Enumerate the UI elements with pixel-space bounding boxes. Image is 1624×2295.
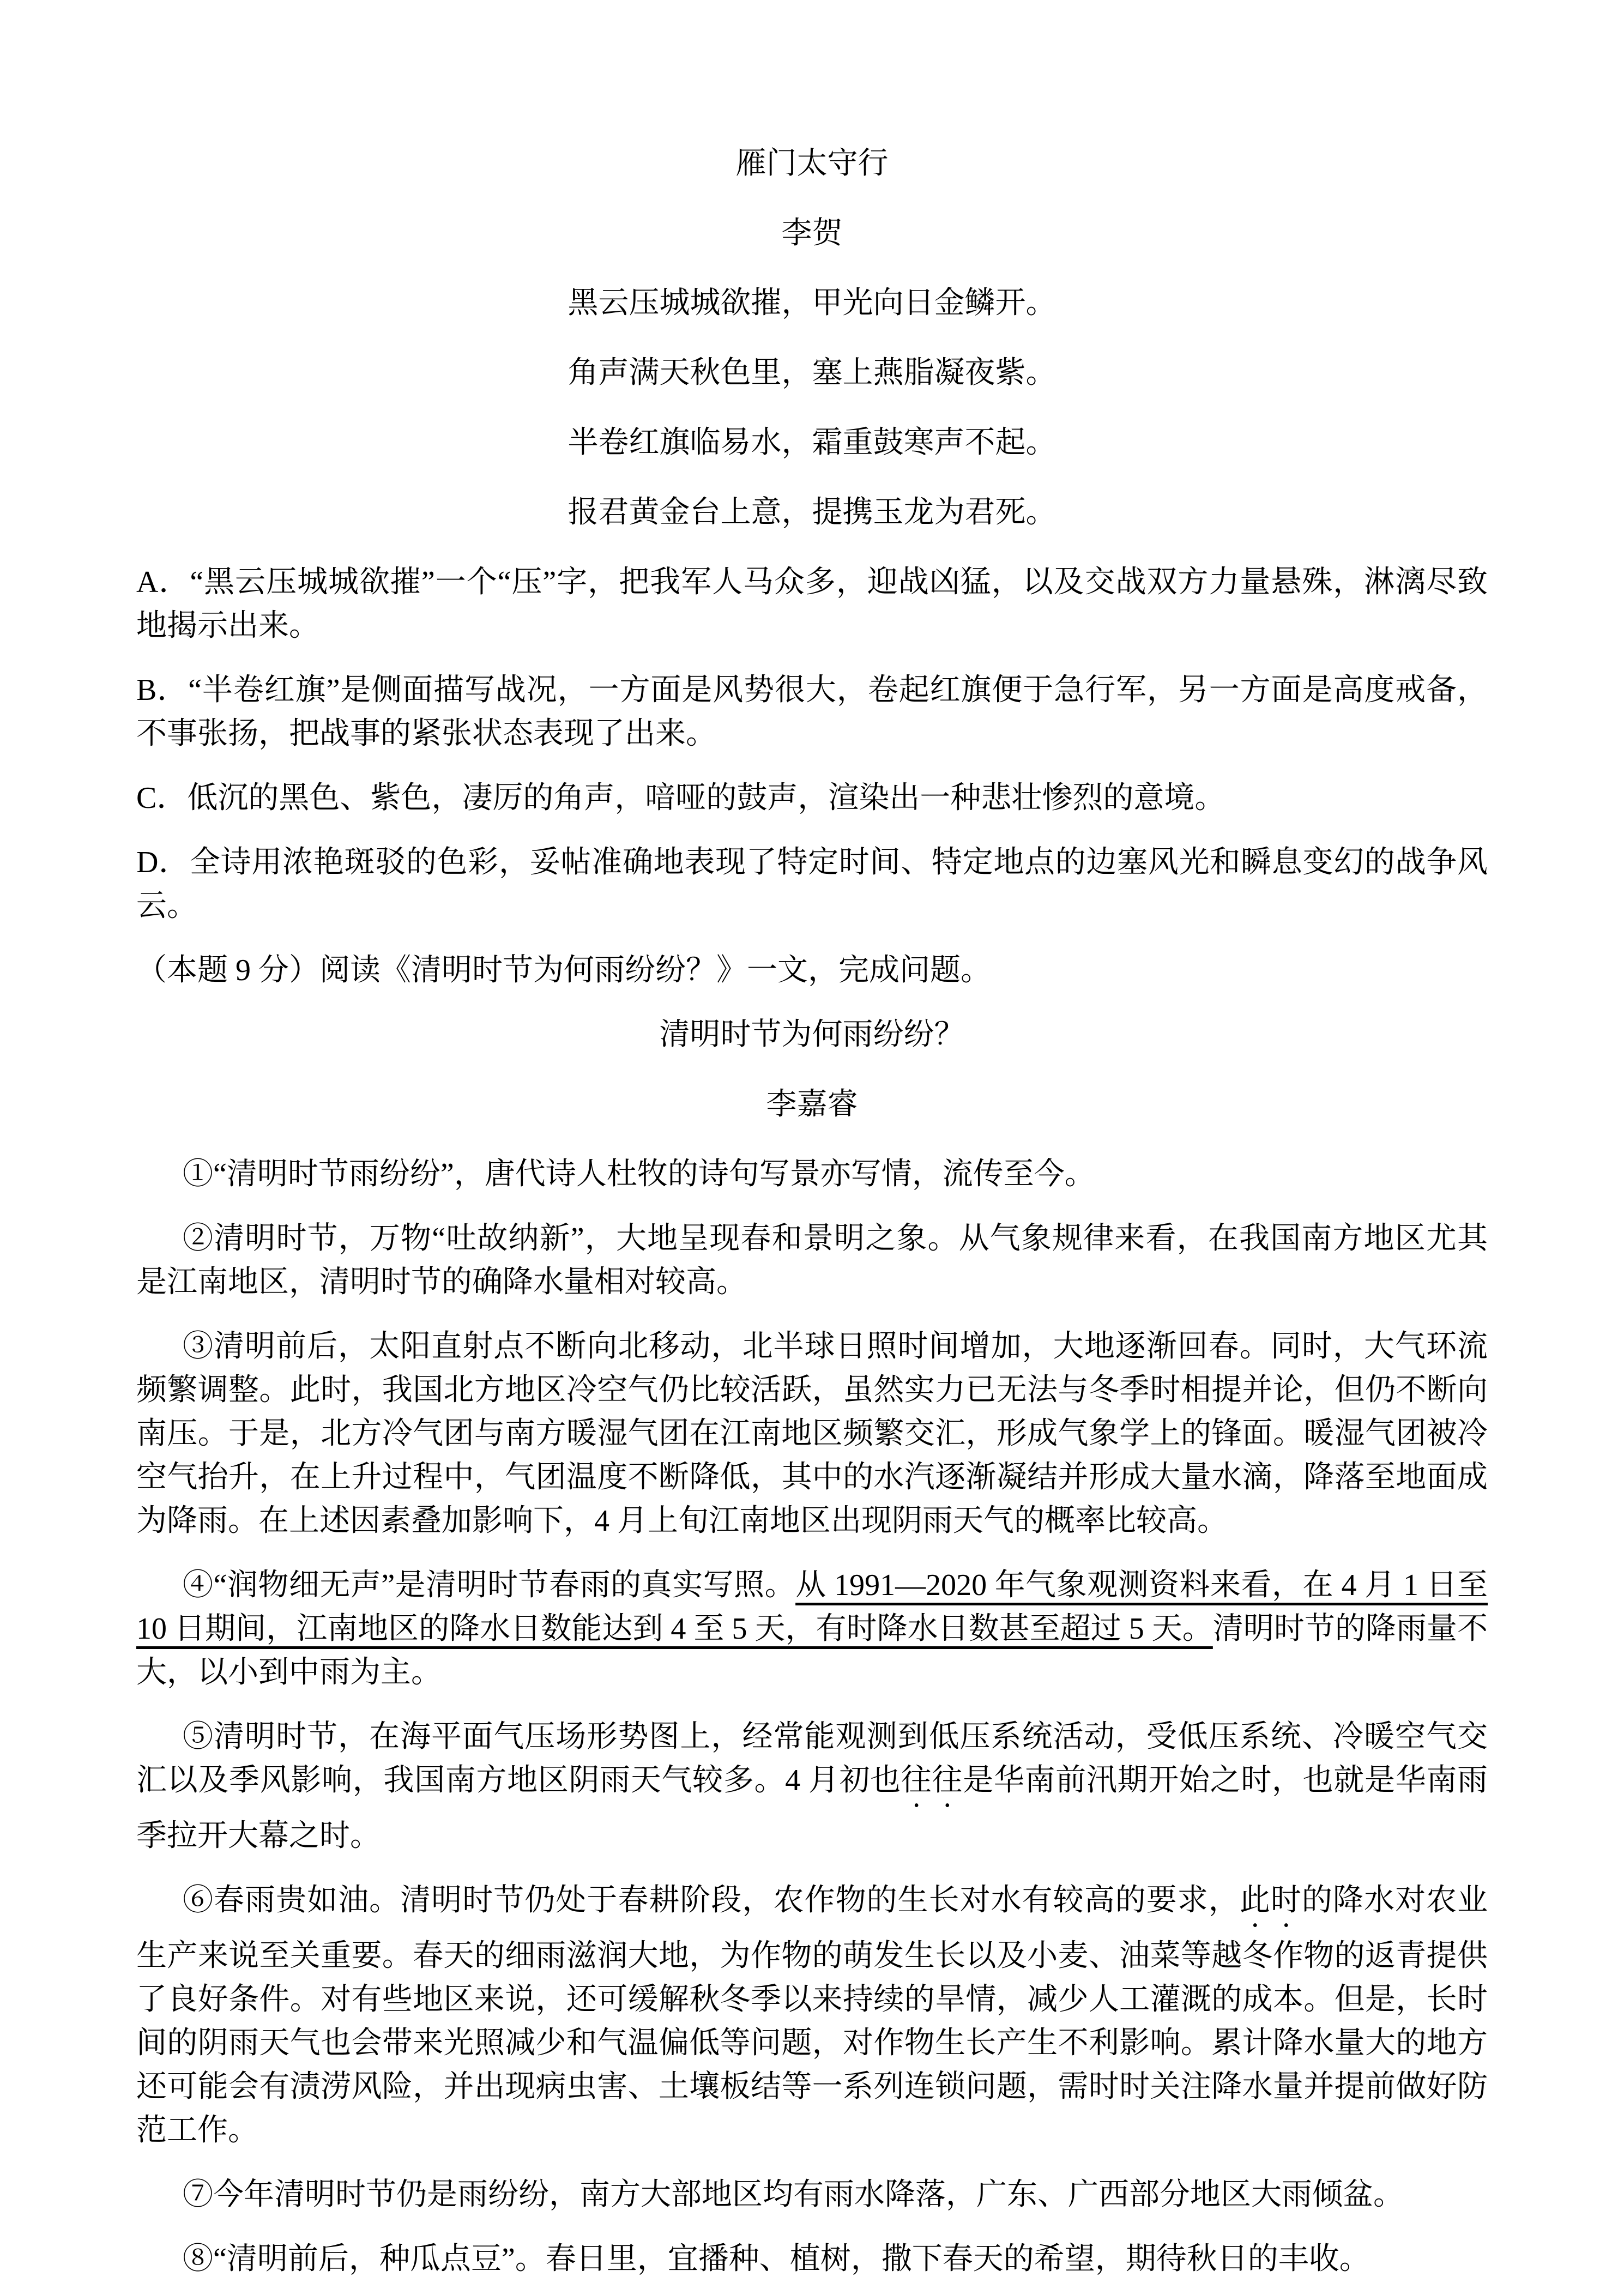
paragraph-4-underlined-segment: 从 1991—2020 年气象观测资料来看，在 4 月 1 日至 10 日期间，江南地区的降水日数能达到 4 至 5 天，有时降水日数甚至超过 5 天。 [136, 1568, 1488, 1646]
option-b [136, 668, 1488, 756]
option-a-text: “黑云压城城欲摧”一个“压”字，把我军人马众多，迎战凶猛，以及交战双方力量悬殊，淋漓尽致地揭示出来。 [136, 565, 1488, 643]
paragraph-4-lead: ④“润物细无声”是清明时节春雨的真实写照。 [183, 1568, 796, 1602]
poem-title: 雁门太守行 [735, 147, 889, 180]
reading-author: 李嘉睿 [766, 1088, 858, 1121]
reading-paragraph-2: ②清明时节，万物“吐故纳新”，大地呈现春和景明之象。从气象规律来看，在我国南方地区尤其是江南地区，清明时节的确降水量相对较高。 [136, 1222, 1488, 1299]
paragraph-5-lead: ⑤清明时节，在海平面气压场形势图上，经常能观测到低压系统活动，受低压系统、冷暖空气交汇以及季风影响，我国南方地区阴雨天气较多。4 月初也 [136, 1720, 1488, 1797]
reading-paragraph-3: ③清明前后，太阳直射点不断向北移动，北半球日照时间增加，大地逐渐回春。同时，大气环流频繁调整。此时，我国北方地区冷空气仍比较活跃，虽然实力已无法与冬季时相提并论，但仍不断向南压。于是，北方冷气团与南方暖湿气团在江南地区频繁交汇，形成气象学上的锋面。暖湿气团被冷空气抬升，在上升过程中，气团温度不断降低，其中的水汽逐渐凝结并形成大量水滴，降落至地面成为降雨。在上述因素叠加影响下，4 月上旬江南地区出现阴雨天气的概率比较高。 [136, 1330, 1488, 1538]
option-c-text: 低沉的黑色、紫色，凄厉的角声，喑哑的鼓声，渲染出一种悲壮惨烈的意境。 [187, 781, 1225, 815]
poem-author: 李贺 [781, 216, 843, 250]
option-c [136, 776, 1488, 820]
reading-paragraph-5 [136, 1715, 1488, 1858]
option-b-text: “半卷红旗”是侧面描写战况，一方面是风势很大，卷起红旗便于急行军，另一方面是高度戒备，不事张扬，把战事的紧张状态表现了出来。 [136, 673, 1488, 751]
poem-line-3: 半卷红旗临易水，霜重鼓寒声不起。 [568, 426, 1056, 460]
paragraph-4-tail: 清明时节的降雨量不大，以小到中雨为主。 [136, 1612, 1488, 1689]
paragraph-6-tail: 的降水对农业生产来说至关重要。春天的细雨滋润大地，为作物的萌发生长以及小麦、油菜等越冬作物的返青提供了良好条件。对有些地区来说，还可缓解秋冬季以来持续的旱情，减少人工灌溉的成本。但是，长时间的阴雨天气也会带来光照减少和气温偏低等问题，对作物生长产生不利影响。累计降水量大的地方还可能会有渍涝风险，并出现病虫害、土壤板结等一系列连锁问题，需时时关注降水量并提前做好防范工作。 [136, 1883, 1488, 2147]
option-d-text: 全诗用浓艳斑驳的色彩，妥帖准确地表现了特定时间、特定地点的边塞风光和瞬息变幻的战争风云。 [136, 845, 1488, 923]
poem-line-1: 黑云压城城欲摧，甲光向日金鳞开。 [568, 286, 1056, 320]
reading-paragraph-7: ⑦今年清明时节仍是雨纷纷，南方大部地区均有雨水降落，广东、广西部分地区大雨倾盆。 [183, 2178, 1404, 2212]
option-d [136, 841, 1488, 928]
reading-title: 清明时节为何雨纷纷？ [659, 1018, 965, 1052]
paragraph-6-emphasized-segment: 此时 [1239, 1883, 1302, 1917]
reading-paragraph-1: ①“清明时节雨纷纷”，唐代诗人杜牧的诗句写景亦写情，流传至今。 [183, 1157, 1095, 1191]
option-a [136, 560, 1488, 648]
paragraph-5-emphasized-segment: 往往 [901, 1763, 963, 1797]
option-c-label: C． [136, 781, 188, 815]
option-a-label: A． [136, 565, 190, 599]
poem-line-2: 角声满天秋色里，塞上燕脂凝夜紫。 [568, 356, 1056, 390]
paragraph-6-lead: ⑥春雨贵如油。清明时节仍处于春耕阶段，农作物的生长对水有较高的要求， [183, 1883, 1240, 1917]
paragraph-5-tail: 是华南前汛期开始之时，也就是华南雨季拉开大幕之时。 [136, 1763, 1488, 1853]
option-b-label: B． [136, 673, 189, 707]
reading-paragraph-4 [136, 1563, 1488, 1694]
poem-line-4: 报君黄金台上意，提携玉龙为君死。 [568, 496, 1056, 529]
option-d-label: D． [136, 845, 190, 879]
reading-paragraph-6 [136, 1879, 1488, 2152]
reading-paragraph-8: ⑧“清明前后，种瓜点豆”。春日里，宜播种、植树，撒下春天的希望，期待秋日的丰收。 [183, 2242, 1370, 2276]
reading-intro: （本题 9 分）阅读《清明时节为何雨纷纷？》一文，完成问题。 [136, 953, 991, 987]
